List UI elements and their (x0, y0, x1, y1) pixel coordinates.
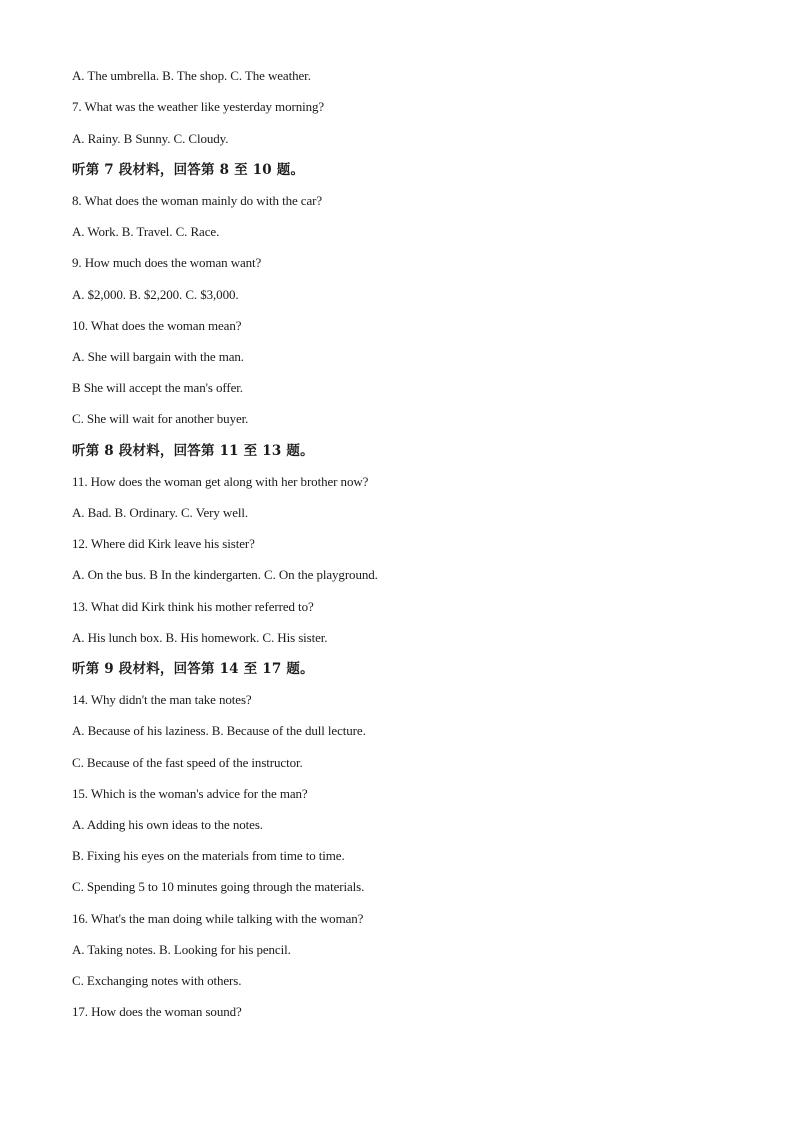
question-8: 8. What does the woman mainly do with the car? (72, 193, 323, 208)
question-14: 14. Why didn't the man take notes? (72, 692, 252, 707)
option-line: B. Fixing his eyes on the materials from time to time. (72, 848, 345, 863)
option-line: B She will accept the man's offer. (72, 380, 243, 395)
section-heading: 听第 7 段材料，回答第 8 至 10 题。 (72, 162, 305, 178)
option-line: A. On the bus. B In the kindergarten. C. On the playground. (72, 567, 378, 582)
question-10: 10. What does the woman mean? (72, 318, 242, 333)
option-line: A. His lunch box. B. His homework. C. His sister. (72, 630, 328, 645)
option-line: A. $2,000. B. $2,200. C. $3,000. (72, 287, 239, 302)
option-line: A. Taking notes. B. Looking for his pencil. (72, 942, 291, 957)
question-12: 12. Where did Kirk leave his sister? (72, 536, 255, 551)
option-line: A. Because of his laziness. B. Because of the dull lecture. (72, 723, 366, 738)
option-line: A. Rainy. B Sunny. C. Cloudy. (72, 131, 229, 146)
question-13: 13. What did Kirk think his mother referred to? (72, 599, 314, 614)
question-9: 9. How much does the woman want? (72, 255, 262, 270)
option-line: A. The umbrella. B. The shop. C. The weather. (72, 68, 311, 83)
option-line: C. She will wait for another buyer. (72, 411, 249, 426)
option-line: A. Adding his own ideas to the notes. (72, 817, 263, 832)
question-16: 16. What's the man doing while talking with the woman? (72, 911, 364, 926)
option-line: A. Bad. B. Ordinary. C. Very well. (72, 505, 249, 520)
question-7: 7. What was the weather like yesterday morning? (72, 99, 325, 114)
question-11: 11. How does the woman get along with her brother now? (72, 474, 369, 489)
option-line: C. Spending 5 to 10 minutes going through the materials. (72, 879, 365, 894)
option-line: A. She will bargain with the man. (72, 349, 244, 364)
option-line: C. Because of the fast speed of the instructor. (72, 755, 303, 770)
option-line: C. Exchanging notes with others. (72, 973, 242, 988)
question-15: 15. Which is the woman's advice for the man? (72, 786, 308, 801)
option-line: A. Work. B. Travel. C. Race. (72, 224, 220, 239)
section-heading: 听第 8 段材料，回答第 11 至 13 题。 (72, 443, 314, 459)
section-heading: 听第 9 段材料，回答第 14 至 17 题。 (72, 661, 314, 677)
question-17: 17. How does the woman sound? (72, 1004, 242, 1019)
